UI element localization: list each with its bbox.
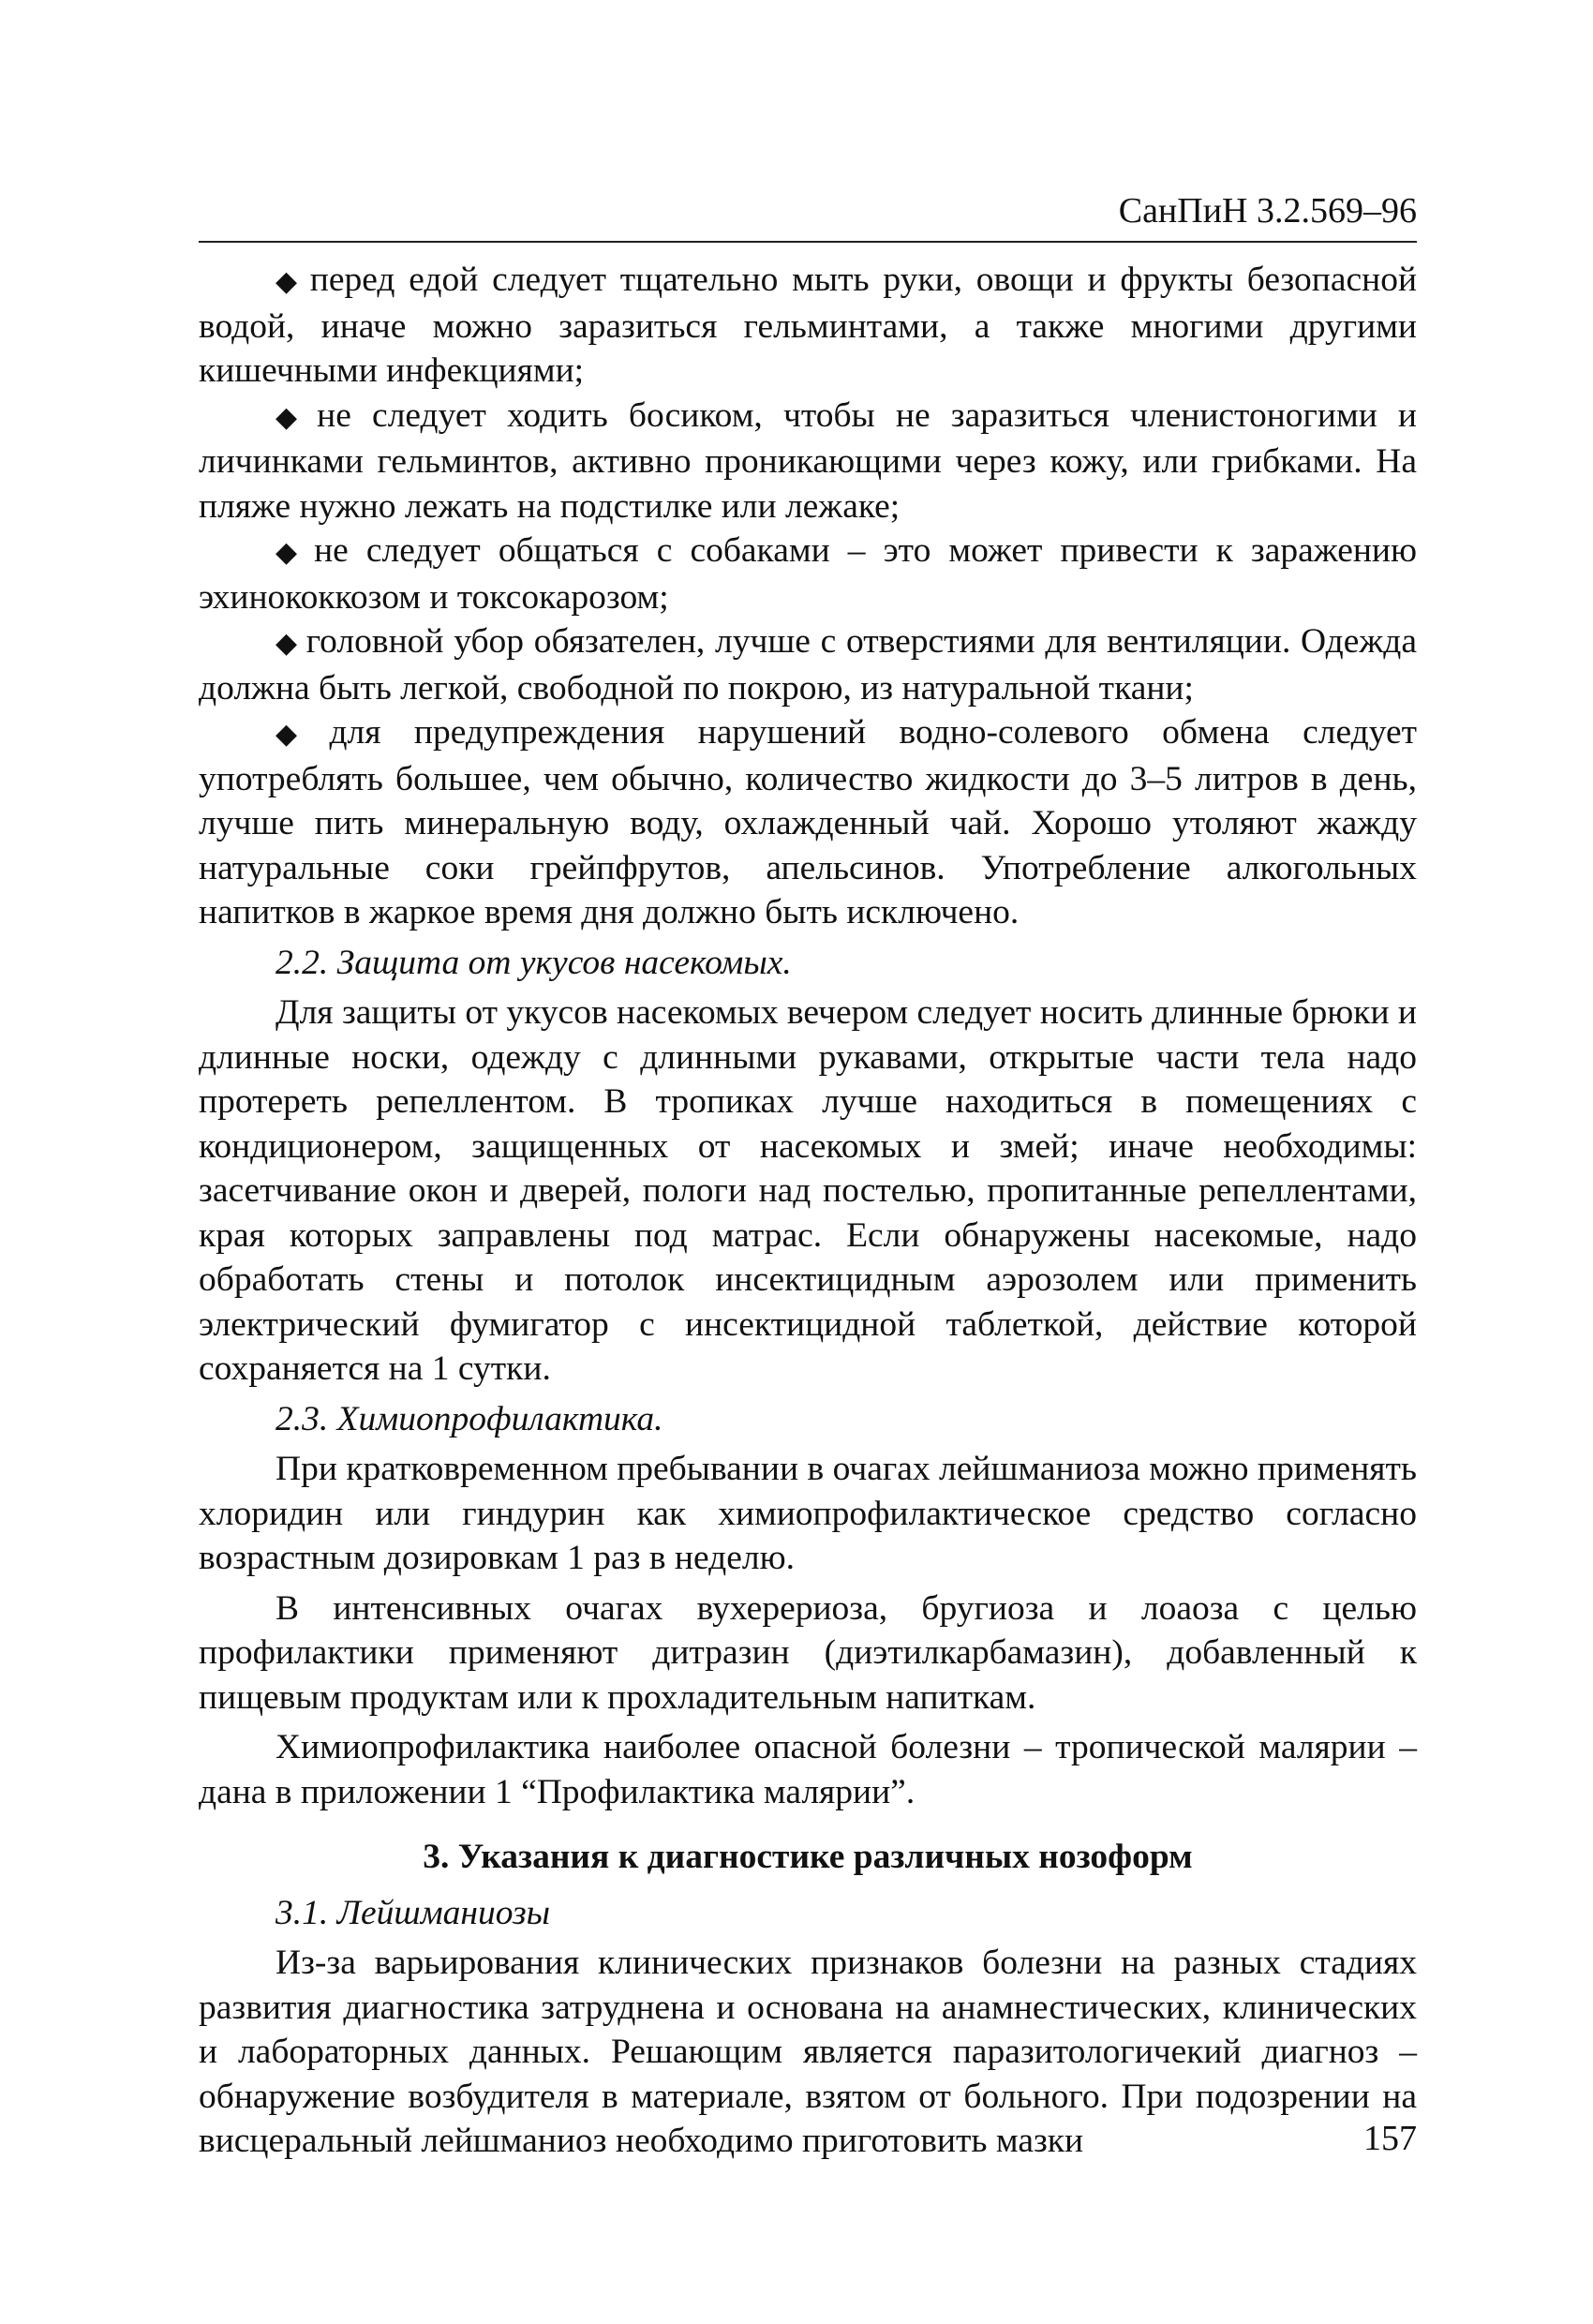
diamond-bullet-icon: ◆ — [275, 266, 298, 297]
bullet-item — [199, 710, 1417, 935]
section-2-2-heading: 2.2. Защита от укусов насекомых. — [275, 943, 792, 982]
section-2-3-paragraph: Химиопрофилактика наиболее опасной болезни – тропической малярии – дана в приложении 1 “Профилактика малярии”. — [199, 1728, 1417, 1811]
page-number: 157 — [1363, 2119, 1417, 2158]
running-header — [199, 192, 1417, 243]
bullet-item — [199, 619, 1417, 710]
diamond-bullet-icon: ◆ — [275, 537, 298, 568]
bullet-text: не следует общаться с собаками – это может привести к заражению эхинококкозом и токсокарозом; — [199, 531, 1417, 617]
bullet-item — [199, 529, 1417, 619]
section-2-3-heading: 2.3. Химиопрофилактика. — [275, 1399, 663, 1438]
bullet-text: головной убор обязателен, лучше с отверстиями для вентиляции. Одежда должна быть легкой, свободной по покрою, из натуральной ткани; — [199, 622, 1417, 708]
bullet-text: перед едой следует тщательно мыть руки, овощи и фрукты безопасной водой, иначе можно заразиться гельминтами, а также многими другими кишечными инфекциями; — [199, 261, 1418, 390]
diamond-bullet-icon: ◆ — [275, 401, 298, 433]
section-2-2-paragraph: Для защиты от укусов насекомых вечером следует носить длинные брюки и длинные носки, одежду с длинными рукавами, открытые части тела надо протереть репеллентом. В тропиках лучше находиться в помещениях с кондиционером, защищенных от насекомых и змей; иначе необходимы: засетчивание окон и дверей, пологи над постелью, пропитанные репеллентами, края которых заправлены под матрас. Если обнаружены насекомые, надо обработать стены и потолок инсектицидным аэрозолем или применить электрический фумигатор с инсектицидной таблеткой, действие которой сохраняется на 1 сутки. — [199, 993, 1417, 1388]
body-text — [199, 258, 1417, 2164]
section-3-title: 3. Указания к диагностике различных нозоформ — [423, 1838, 1193, 1876]
diamond-bullet-icon: ◆ — [275, 719, 298, 750]
bullet-text: для предупреждения нарушений водно-солевого обмена следует употреблять большее, чем обычно, количество жидкости до 3–5 литров в день, лучше пить минеральную воду, охлажденный чай. Хорошо утоляют жажду натуральные соки грейпфрутов, апельсинов. Употребление алкогольных напитков в жаркое время дня должно быть исключено. — [199, 713, 1418, 931]
running-header-title: СанПиН 3.2.569–96 — [1118, 191, 1417, 231]
section-2-3-paragraph: В интенсивных очагах вухерериоза, бругиоза и лоаоза с целью профилактики применяют дитразин (диэтилкарбамазин), добавленный к пищевым продуктам или к прохладительным напиткам. — [199, 1588, 1417, 1717]
section-2-3-paragraph: При кратковременном пребывании в очагах лейшманиоза можно применять хлоридин или гиндурин как химиопрофилактическое средство согласно возрастным дозировкам 1 раз в неделю. — [199, 1450, 1417, 1577]
section-3-1-paragraph: Из-за варьирования клинических признаков болезни на разных стадиях развития диагностика затруднена и основана на анамнестических, клинических и лабораторных данных. Решающим является паразитологичекий диагноз – обнаружение возбудителя в материале, взятом от больного. При подозрении на висцеральный лейшманиоз необходимо приготовить мазки — [199, 1944, 1417, 2160]
diamond-bullet-icon: ◆ — [275, 628, 298, 659]
bullet-text: не следует ходить босиком, чтобы не заразиться членистоногими и личинками гельминтов, активно проникающими через кожу, или грибками. На пляже нужно лежать на подстилке или лежаке; — [199, 395, 1417, 526]
bullet-item — [199, 258, 1417, 394]
bullet-item — [199, 394, 1417, 529]
section-3-1-heading: 3.1. Лейшманиозы — [275, 1893, 551, 1932]
